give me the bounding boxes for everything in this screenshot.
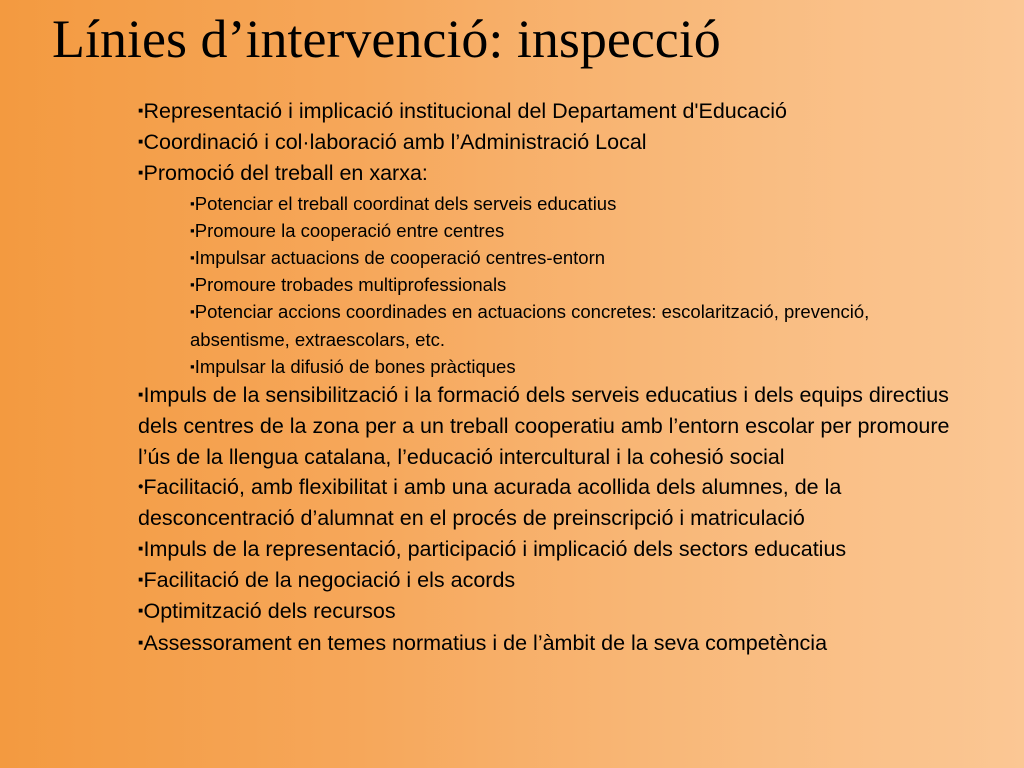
bullet-icon: ▪ — [190, 358, 195, 374]
sub-list-item — [190, 217, 968, 244]
list-item-text: Facilitació, amb flexibilitat i amb una acurada acollida dels alumnes, de la desconcentració d’alumnat en el procés de preinscripció i matriculació — [138, 475, 842, 531]
bullet-icon: • — [138, 478, 144, 496]
sub-list-item-text: Impulsar actuacions de cooperació centres-entorn — [194, 247, 606, 268]
list-item-text: Representació i implicació institucional del Departament d'Educació — [143, 99, 787, 123]
bullet-icon: ▪ — [138, 386, 144, 404]
list-item — [138, 380, 968, 472]
bullet-icon: ▪ — [190, 222, 195, 238]
sub-list-item — [190, 298, 968, 352]
bullet-icon: ▪ — [190, 195, 195, 211]
sub-list-item — [190, 271, 968, 298]
bullet-list — [138, 96, 968, 659]
list-item-text: Impuls de la sensibilització i la formació dels serveis educatius i dels equips directius dels centres de la zona per a un treball cooperatiu amb l’entorn escolar per promoure l’ús de la llengua catalana, l’educació intercultural i la cohesió social — [138, 383, 950, 469]
bullet-icon: ▪ — [138, 634, 144, 652]
list-item — [138, 472, 968, 534]
list-item-text: Assessorament en temes normatius i de l’àmbit de la seva competència — [143, 630, 828, 655]
bullet-icon: ▪ — [138, 165, 144, 183]
bullet-icon: ▪ — [138, 540, 144, 558]
sub-list-item-text: Promoure trobades multiprofessionals — [194, 274, 507, 296]
sub-list-item — [190, 244, 968, 271]
bullet-icon: ▪ — [138, 133, 144, 151]
sub-list-item — [190, 190, 968, 217]
list-item-text: Impuls de la representació, participació i implicació dels sectors educatius — [143, 536, 847, 561]
bullet-icon: ▪ — [190, 277, 195, 293]
sub-list-item — [190, 353, 968, 380]
sub-list-item-text: Potenciar accions coordinades en actuacions concretes: escolarització, prevenció, absentisme, extraescolars, etc. — [190, 301, 870, 350]
bullet-icon: ▪ — [138, 603, 144, 621]
list-item — [138, 596, 968, 627]
bullet-icon: ▪ — [138, 571, 144, 589]
list-item-text: Coordinació i col·laboració amb l’Administració Local — [143, 130, 647, 155]
list-item — [138, 158, 968, 189]
bullet-icon: ▪ — [138, 102, 144, 120]
bullet-icon: ▪ — [190, 304, 195, 320]
sub-list-item-text: Potenciar el treball coordinat dels serveis educatius — [194, 192, 617, 214]
list-item-text: Promoció del treball en xarxa: — [143, 161, 428, 186]
list-item — [138, 628, 968, 659]
list-item-text: Optimització dels recursos — [143, 599, 396, 624]
list-item-text: Facilitació de la negociació i els acords — [143, 568, 516, 593]
sub-list-item-text: Promoure la cooperació entre centres — [194, 219, 505, 241]
list-item — [138, 96, 968, 127]
list-item — [138, 565, 968, 596]
list-item — [138, 534, 968, 565]
slide-title: Línies d’intervenció: inspecció — [52, 9, 721, 69]
sub-list-item-text: Impulsar la difusió de bones pràctiques — [194, 355, 516, 377]
list-item — [138, 127, 968, 158]
bullet-icon: ▪ — [190, 250, 195, 266]
